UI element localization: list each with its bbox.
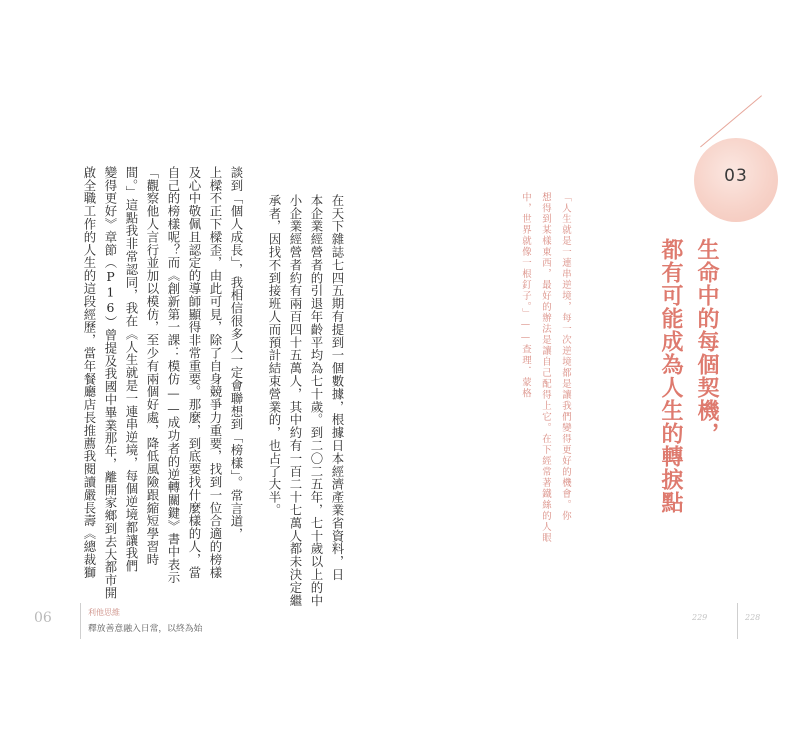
body-column-3: 小企業經營者約有兩百四十五萬人，其中約有一百二十七萬人都未決定繼	[288, 194, 303, 607]
quote-line-1: 「人生就是一連串逆境，每一次逆境都是讓我們變得更好的機會。你	[560, 192, 571, 522]
chapter-title-line-2: 都有可能成為人生的轉捩點	[658, 238, 684, 514]
chapter-number: 03	[724, 166, 748, 186]
chapter-title-line-1: 生命中的每個契機，	[694, 238, 720, 445]
quote-line-3: 中，世界就像一根釘子。」——查理．蒙格	[520, 192, 531, 400]
footer-divider-left	[80, 603, 81, 639]
footer-section-subtitle: 釋放善意融入日常，以終為始	[88, 624, 203, 634]
body-column-4: 承者，因找不到接班人而預計結束營業的，也占了大半。	[267, 194, 282, 517]
body-column-8: 及心中敬佩且認定的導師顯得非常重要。那麼，到底要找什麼樣的人，當	[187, 166, 202, 579]
body-column-1: 在天下雜誌七四五期有提到一個數據，根據日本經濟產業省資料，日	[330, 194, 345, 581]
body-column-12: 變得更好》章節（P16）曾提及我國中畢業那年，離開家鄉到去大都市開	[103, 166, 118, 600]
body-column-7: 上樑不正下樑歪，由此可見，除了自身競爭力重要，找到一位合適的榜樣	[208, 166, 223, 579]
body-column-13: 啟全職工作的人生的這段經歷，當年餐廳店長推薦我閱讀嚴長壽《總裁獅	[82, 166, 97, 579]
footer-divider-right	[737, 603, 738, 639]
footer-section-title: 利他思維	[88, 608, 120, 617]
body-column-2: 本企業經營者的引退年齡平均為七十歲。到二〇二五年，七十歲以上的中	[309, 194, 324, 607]
right-page-number-b: 228	[745, 613, 761, 622]
left-page-number: 06	[34, 610, 52, 626]
body-column-10: 「觀察他人言行並加以模仿，至少有兩個好處，降低風險跟縮短學習時	[145, 166, 160, 566]
quote-line-2: 想得到某樣東西，最好的辦法是讓自己配得上它。在下經常著鐵絲的人眼	[540, 192, 551, 544]
body-column-9: 自己的榜樣呢？而《創新第一課：模仿——成功者的逆轉關鍵》書中表示	[166, 166, 181, 584]
body-column-11: 間。」這點我非常認同，我在《人生就是一連串逆境，每個逆境都讓我們	[124, 166, 139, 573]
right-page-number-a: 229	[692, 613, 708, 622]
body-column-6: 談到「個人成長」，我相信很多人一定會聯想到「榜樣」。常言道，	[229, 166, 244, 541]
